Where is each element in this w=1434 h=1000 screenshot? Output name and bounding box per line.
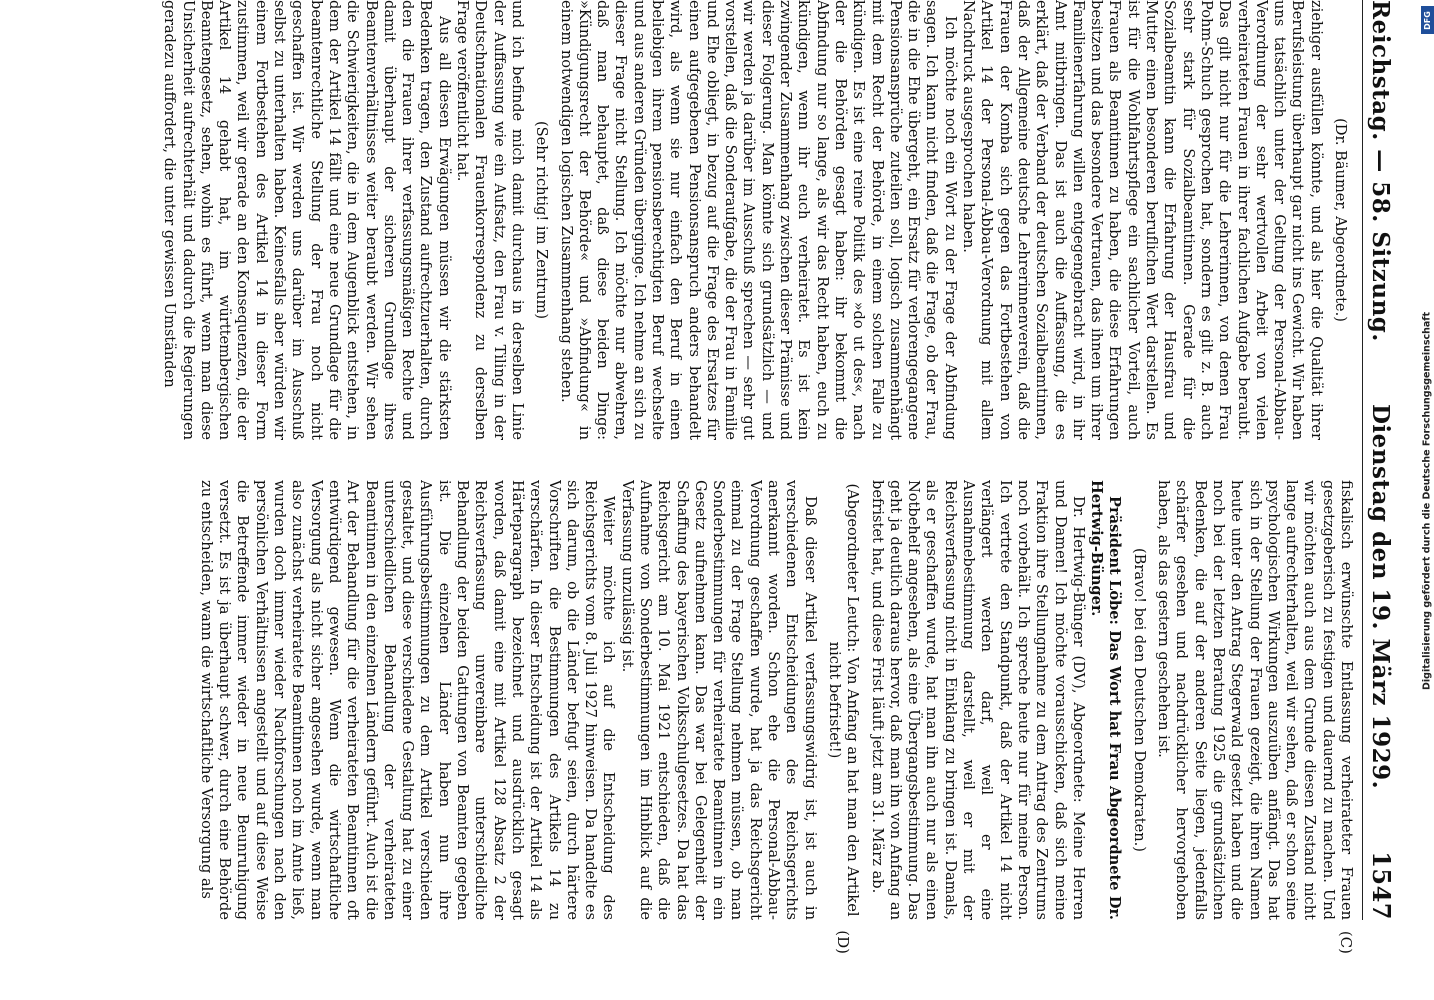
page-header: [1362, 0, 1407, 920]
interjection: (Abgeordneter Leutch: Von Anfang an hat man den Artikel nicht befristet!): [825, 483, 862, 917]
document-page: [67, 0, 1407, 954]
digitization-credit-text: Digitalisierung gefördert durch die Deutsche Forschungsgemeinschaft: [1421, 312, 1433, 690]
margin-letter-d: (D): [834, 930, 852, 954]
speaker-reference: (Dr. Bäumer, Abgeordnete.): [1332, 118, 1349, 322]
president-remark: Präsident Löbe: Das Wort hat Frau Abgeordnete Dr. Hertwig-Bünger.: [1088, 480, 1124, 920]
header-center: Dienstag den 19. März 1929.: [1367, 403, 1394, 790]
digitization-credit: [1420, 6, 1434, 996]
applause: (Bravo! bei den Deutschen Demokraten.): [1130, 548, 1148, 852]
paragraph: Aus all diesen Erwägungen müssen wir die stärksten Bedenken tragen, den Zustand aufrechtzuerhalten, durch den die Frauen ihrer verfassungsmäßigen Rechte und damit überhaupt der sicheren Grundlage ihres Beamtenverhältnisses weiter beraubt werden. Wir sehen die Schwierigkeiten, die in dem Augenblick entstehen, in dem der Artikel 14 fällt und eine neue Grundlage für die beamtenrechtliche Stellung der Frau noch nicht geschaffen ist. Wir werden uns darüber im Ausschuß selbst zu unterhalten haben. Keinesfalls aber würden wir einem Fortbestehen des Artikel 14 in dieser Form zustimmen, weil wir gerade an den Konsequenzen, die der Artikel 14 gehabt hat, im württembergischen Beamtengesetz, sehen, wohin es führt, wenn man diese Unsicherheit aufrechterhält und dadurch die Regierungen geradezu auffordert, die unter gewissen Umständen: [161, 0, 453, 440]
margin-letter-c: (C): [1337, 930, 1355, 954]
interjection: (Sehr richtig! im Zentrum): [533, 120, 551, 320]
paragraph: Weiter möchte ich auf die Entscheidung des Reichsgerichts vom 8. Juli 1927 hinweisen. Da handelte es sich darum, ob die Länder befugt seien, durch härtere Vorschriften die Bestimmungen des Artikels 14 zu verschärfen. In dieser Entscheidung ist der Artikel 14 als Härteparagraph bezeichnet und ausdrücklich gesagt worden, daß damit eine mit Artikel 128 Absatz 2 der Reichsverfassung unvereinbare unterschiedliche Behandlung der beiden Gattungen von Beamten gegeben ist. Die einzelnen Länder haben nun ihre Ausführungsbestimmungen zu dem Artikel verschieden gestaltet, und diese verschiedene Gestaltung hat zu einer unterschiedlichen Behandlung der verheirateten Beamtinnen in den einzelnen Ländern geführt. Auch ist die Art der Behandlung für die verheirateten Beamtinnen oft entwürdigend gewesen. Wenn die wirtschaftliche Versorgung als nicht sicher angesehen wurde, wenn man also zunächst verheiratete Beamtinnen noch im Amte ließ, wurden doch immer wieder Nachforschungen nach den persönlichen Verhältnissen angestellt und auf diese Weise die Betreffende immer wieder in neue Beunruhigung versetzt. Es ist ja überhaupt schwer, durch eine Behörde zu entscheiden, wann die wirtschaftliche Versorgung als: [197, 480, 618, 920]
left-column: [77, 0, 1355, 440]
page-number: 1547: [1367, 851, 1396, 920]
paragraph: Ich möchte noch ein Wort zu der Frage der Abfindung sagen. Ich kann nicht finden, daß die Frage, ob der Frau, die in die Ehe übergeht, ein Ersatz für verlorengegangene Pensionsansprüche zuteilen soll, logisch zusammenhängt mit dem Recht der Behörde, in einem solchen Falle zu kündigen. Es ist eine reine Politik des »do ut des«, nach der die Behörden gesagt haben: ihr bekommt die Abfindung nur so lange, als wir das Recht haben, euch zu kündigen, wenn ihr euch verheiratet. Es ist kein zwingender Zusammenhang zwischen dieser Prämisse und dieser Folgerung. Man könnte sich grundsätzlich — und wir werden ja darüber im Ausschuß sprechen — sehr gut vorstellen, daß die Sonderaufgabe, die der Frau in Familie und Ehe obliegt, in bezug auf die Frage des Ersatzes für einen aufgegebenen Pensionsanspruch anders behandelt wird, als wenn sie nur einfach den Beruf in einen beliebigen ihrem pensionsberechtigten Beruf wechselte und aus anderen Gründen überginge. Ich nehme an sich zu dieser Frage nicht Stellung. Ich möchte nur abwehren, daß man behauptet, daß diese beiden Dinge: »Kündigungsrecht der Behörde« und »Abfindung« in einem notwendigen logischen Zusammenhang stehen.: [557, 0, 959, 440]
paragraph: Dr. Hertwig-Bünger (DV), Abgeordnete: Meine Herren und Damen! Ich möchte vorausschicken, daß sich meine Fraktion ihre Stellungnahme zu dem Antrag des Zentrums noch vorbehält. Ich spreche heute nur für meine Person. Ich vertrete den Standpunkt, daß der Artikel 14 nicht verlängert werden darf, weil er eine Ausnahmebestimmung darstellt, weil er mit der Reichsverfassung nicht in Einklang zu bringen ist. Damals, als er geschaffen wurde, hat man ihn auch nur als einen Notbehelf angesehen, als eine Übergangsbestimmung. Das geht ja deutlich daraus hervor, daß man ihn von Anfang an befristet hat, und diese Frist läuft jetzt am 31. März ab.: [868, 480, 1087, 920]
header-left: Reichstag. — 58. Sitzung.: [1367, 0, 1394, 342]
dfg-logo-text: DFG: [1423, 10, 1433, 30]
paragraph: und ich befinde mich damit durchaus in derselben Linie der Auffassung wie ein Aufsatz, den Frau v. Tiling in der Deutschnationalen Frauenkorrespondenz zu derselben Frage veröffentlicht hat.: [454, 0, 526, 440]
paragraph: Daß dieser Artikel verfassungswidrig ist, ist auch in verschiedenen Entscheidungen des Reichsgerichts anerkannt worden. Schon ehe die Personal-Abbau-Verordnung geschaffen wurde, hat ja das Reichsgericht einmal zu der Frage Stellung nehmen müssen, ob man Sonderbestimmungen für verheiratete Beamtinnen in ein Gesetz aufnehmen kann. Das war bei Gelegenheit der Schaffung des bayerischen Volksschulgesetzes. Da hat das Reichsgericht am 10. Mai 1921 entschieden, daß die Aufnahme von Sonderbestimmungen im Hinblick auf die Verfassung unzulässig ist.: [618, 480, 819, 920]
right-column: [77, 480, 1355, 920]
paragraph: ziehiger ausfüllen könnte, und als hier die Qualität ihrer Berufsleistung überhaupt gar nicht ins Gewicht. Wir haben uns tatsächlich unter der Geltung der Personal-Abbau-Verordnung der sehr wertvollen Arbeit von vielen verheirateten Frauen in ihrer fachlichen Aufgabe beraubt. Das gilt nicht nur für die Lehrerinnen, von denen Frau Pohm-Schuch gesprochen hat, sondern es gilt z. B. auch sehr stark für Sozialbeamtinnen. Gerade für die Sozialbeamtin kann die Erfahrung der Hausfrau und Mutter einen besonderen beruflichen Wert darstellen. Es ist für die Wohlfahrtspflege ein sachlicher Vorteil, auch Frauen als Beamtinnen zu haben, die diese Erfahrungen besitzen und das besondere Vertrauen, das ihnen um ihrer Familienerfahrung willen entgegengebracht wird, in ihr Amt mitbringen. Das ist auch die Auffassung, die es erklärt, daß der Verband der deutschen Sozialbeamtinnen, daß der Allgemeine deutsche Lehrerinnenverein, daß die Frauen der Komba sich gegen das Fortbestehen von Artikel 14 der Personal-Abbau-Verordnung mit allem Nachdruck ausgesprochen haben.: [960, 0, 1325, 440]
paragraph: fiskalisch erwünschte Entlassung verheirateter Frauen gesetzgeberisch zu festigen und dauernd zu machen. Und wir möchten auch aus dem Grunde diesen Zustand nicht lange aufrechterhalten, weil wir sehen, daß er schon seine psychologischen Wirkungen auszuüben anfängt. Das hat sich in der Stellung der Frauen gezeigt, die ihren Namen heute unter den Antrag Stegerwald gesetzt haben und die noch bei der letzten Beratung 1925 die grundsätzlichen Bedenken, die auf der anderen Seite liegen, jedenfalls schärfer gesehen und nachdrücklicher hervorgehoben haben, als das gestern geschehen ist.: [1155, 480, 1355, 920]
